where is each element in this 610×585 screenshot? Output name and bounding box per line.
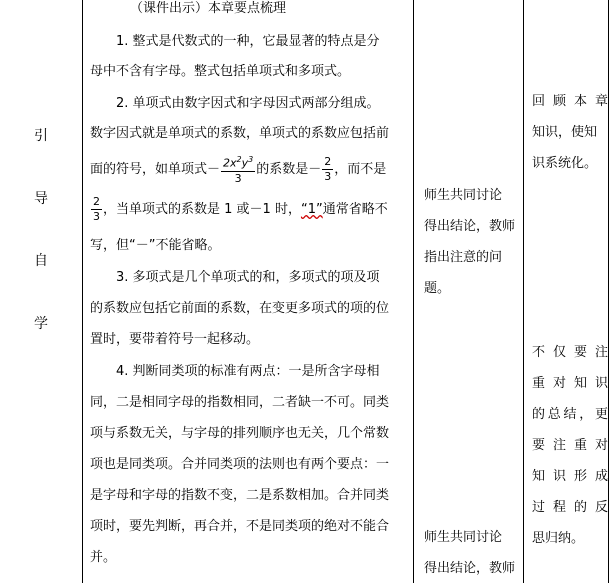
item2-line3 bbox=[90, 152, 410, 188]
num-base: 2x bbox=[223, 156, 237, 170]
teacher-block2-line1: 师生共同讨论 bbox=[424, 530, 503, 545]
purpose-block1-line3: 识系统化。 bbox=[532, 156, 598, 171]
content-column bbox=[84, 0, 412, 583]
stage-char-4: 学 bbox=[34, 316, 48, 332]
purpose-block1-line2: 知识，使知 bbox=[532, 125, 598, 140]
item3-line1: 3. 多项式是几个单项式的和，多项式的项及项 bbox=[116, 270, 380, 285]
not-fraction bbox=[91, 195, 102, 224]
coef-den: 3 bbox=[324, 170, 332, 183]
item1-line2: 母中不含有字母。整式包括单项式和多项式。 bbox=[90, 64, 351, 79]
grid-line-stage-right bbox=[82, 0, 83, 583]
item2-line4-one: “1” bbox=[300, 202, 323, 217]
item4-line1: 4. 判断同类项的标准有两点：一是所含字母相 bbox=[116, 364, 380, 379]
item2-line5: 写，但“－”不能省略。 bbox=[90, 238, 221, 253]
stage-column bbox=[0, 0, 82, 583]
item1-line1: 1. 整式是代数式的一种，它最显著的特点是分 bbox=[116, 34, 380, 49]
not-den: 3 bbox=[93, 210, 100, 223]
item2-line3-c: ，而不是 bbox=[334, 162, 387, 177]
item2-line2: 数字因式就是单项式的系数，单项式的系数应包括前 bbox=[90, 126, 390, 141]
item4-line5: 是字母和字母的指数不变，二是系数相加。合并同类 bbox=[90, 488, 390, 503]
purpose-block1-line1: 回顾本章 bbox=[532, 94, 608, 109]
item3-line2: 的系数应包括它前面的系数，在变更多项式的项的位 bbox=[90, 301, 390, 316]
stage-char-2: 导 bbox=[34, 191, 48, 207]
stage-char-3: 自 bbox=[34, 253, 48, 269]
item2-line1: 2. 单项式由数字因式和字母因式两部分组成。 bbox=[116, 96, 380, 111]
purpose-block2-line6: 过程的反 bbox=[532, 500, 608, 515]
teacher-block2-line2: 得出结论，教师 bbox=[424, 561, 516, 576]
purpose-block2-line4: 要注重对 bbox=[532, 438, 608, 453]
purpose-block2-line2: 重对知识 bbox=[532, 376, 608, 391]
item4-line4: 项也是同类项。合并同类项的法则也有两个要点：一 bbox=[90, 457, 390, 472]
stage-char-1: 引 bbox=[34, 128, 48, 144]
grid-line-content-right bbox=[413, 0, 414, 583]
monomial-numerator bbox=[221, 153, 255, 172]
purpose-block2-line1: 不仅要注 bbox=[532, 345, 608, 360]
monomial-denominator: 3 bbox=[234, 171, 242, 185]
item2-line3-b: 的系数是－ bbox=[256, 162, 322, 177]
coef-num: 2 bbox=[324, 155, 332, 168]
teacher-block1-line2: 得出结论，教师 bbox=[424, 219, 516, 234]
purpose-block2-line3: 的总结，更 bbox=[532, 407, 608, 422]
teacher-block1-line4: 题。 bbox=[424, 281, 451, 296]
num-mid: y bbox=[241, 156, 249, 170]
coef-fraction bbox=[322, 155, 333, 184]
section-heading bbox=[90, 0, 412, 25]
item2-line4-b: 通常省略不 bbox=[322, 202, 388, 217]
design-purpose-column bbox=[526, 0, 610, 583]
heading-text: （课件出示）本章要点梳理 bbox=[130, 1, 287, 16]
item4-line2: 同，二是相同字母的指数相同，二者缺一不可。同类 bbox=[90, 395, 390, 410]
item4-line7: 并。 bbox=[90, 550, 117, 565]
purpose-block2-line5: 知识形成 bbox=[532, 469, 608, 484]
num-exp2: 3 bbox=[248, 155, 254, 165]
item3-line3: 置时，要带着符号一起移动。 bbox=[90, 332, 260, 347]
item2-line3-a: 面的符号，如单项式－ bbox=[90, 162, 221, 177]
monomial-fraction bbox=[221, 153, 255, 186]
item4-line6: 项时，要先判断，再合并，不是同类项的绝对不能合 bbox=[90, 519, 390, 534]
item2-line4 bbox=[90, 192, 410, 228]
item2-line4-a: ，当单项式的系数是 1 或－1 时， bbox=[103, 202, 301, 217]
item4-line3: 项与系数无关，与字母的排列顺序也无关，几个常数 bbox=[90, 426, 390, 441]
teacher-block1-line1: 师生共同讨论 bbox=[424, 188, 503, 203]
teacher-activity-column bbox=[416, 0, 522, 583]
purpose-block2-line7: 思归纳。 bbox=[532, 531, 585, 546]
num-exp1: 2 bbox=[236, 155, 242, 165]
teacher-block1-line3: 指出注意的问 bbox=[424, 250, 503, 265]
not-num: 2 bbox=[93, 195, 100, 208]
